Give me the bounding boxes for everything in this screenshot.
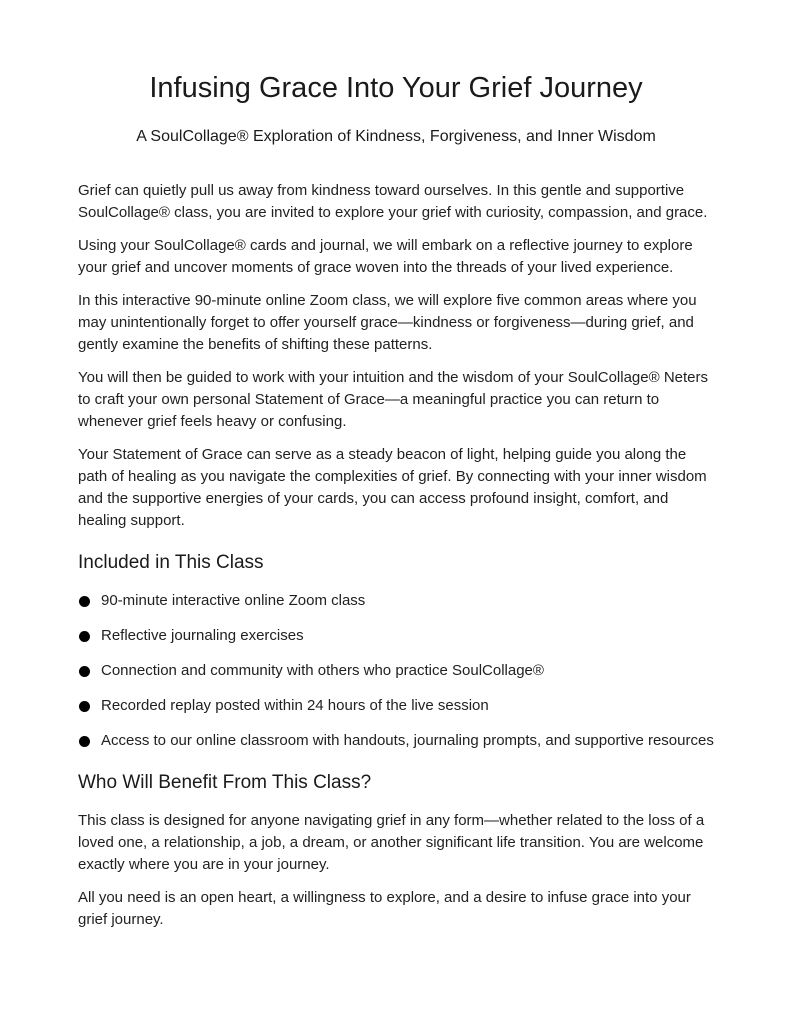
intro-paragraph: In this interactive 90-minute online Zoom class, we will explore five common areas where you may unintentionally forget to offer yourself grace—kindness or forgiveness—during grief, and gently examine the benefits of shifting these patterns. [78,292,697,354]
page-subtitle: A SoulCollage® Exploration of Kindness, Forgiveness, and Inner Wisdom [136,128,656,146]
list-item [78,590,714,612]
list-item [78,625,714,647]
list-item-text: Reflective journaling exercises [101,627,304,645]
bullet-icon [79,596,90,607]
list-item [78,660,714,682]
bullet-icon [79,631,90,642]
benefit-section-heading: Who Will Benefit From This Class? [78,772,372,794]
list-item [78,730,714,752]
list-item-text: Access to our online classroom with handouts, journaling prompts, and supportive resources [101,732,714,750]
intro-paragraph: Using your SoulCollage® cards and journal, we will embark on a reflective journey to explore your grief and uncover moments of grace woven into the threads of your lived experience. [78,237,693,277]
bullet-icon [79,666,90,677]
intro-paragraph: You will then be guided to work with your intuition and the wisdom of your SoulCollage® Neters to craft your own personal Statement of Grace—a meaningful practice you can return to whenever grief feels heavy or confusing. [78,369,709,431]
list-item [78,695,714,717]
bullet-icon [79,701,90,712]
included-list [78,590,714,752]
intro-paragraph: Your Statement of Grace can serve as a steady beacon of light, helping guide you along the path of healing as you navigate the complexities of grief. By connecting with your inner wisdom and the supportive energies of your cards, you can access profound insight, comfort, and healing support. [78,446,707,530]
list-item-text: Recorded replay posted within 24 hours of the live session [101,697,489,715]
bullet-icon [79,736,90,747]
benefit-paragraph: This class is designed for anyone navigating grief in any form—whether related to the loss of a loved one, a relationship, a job, a dream, or another significant life transition. You are welcome exactly where you are in your journey. [78,812,705,874]
list-item-text: Connection and community with others who practice SoulCollage® [101,662,544,680]
benefit-paragraph: All you need is an open heart, a willingness to explore, and a desire to infuse grace into your grief journey. [78,889,691,929]
page-title: Infusing Grace Into Your Grief Journey [149,72,643,104]
intro-paragraph: Grief can quietly pull us away from kindness toward ourselves. In this gentle and supportive SoulCollage® class, you are invited to explore your grief with curiosity, compassion, and grace. [78,182,708,222]
list-item-text: 90-minute interactive online Zoom class [101,592,366,610]
included-section-heading: Included in This Class [78,552,264,574]
